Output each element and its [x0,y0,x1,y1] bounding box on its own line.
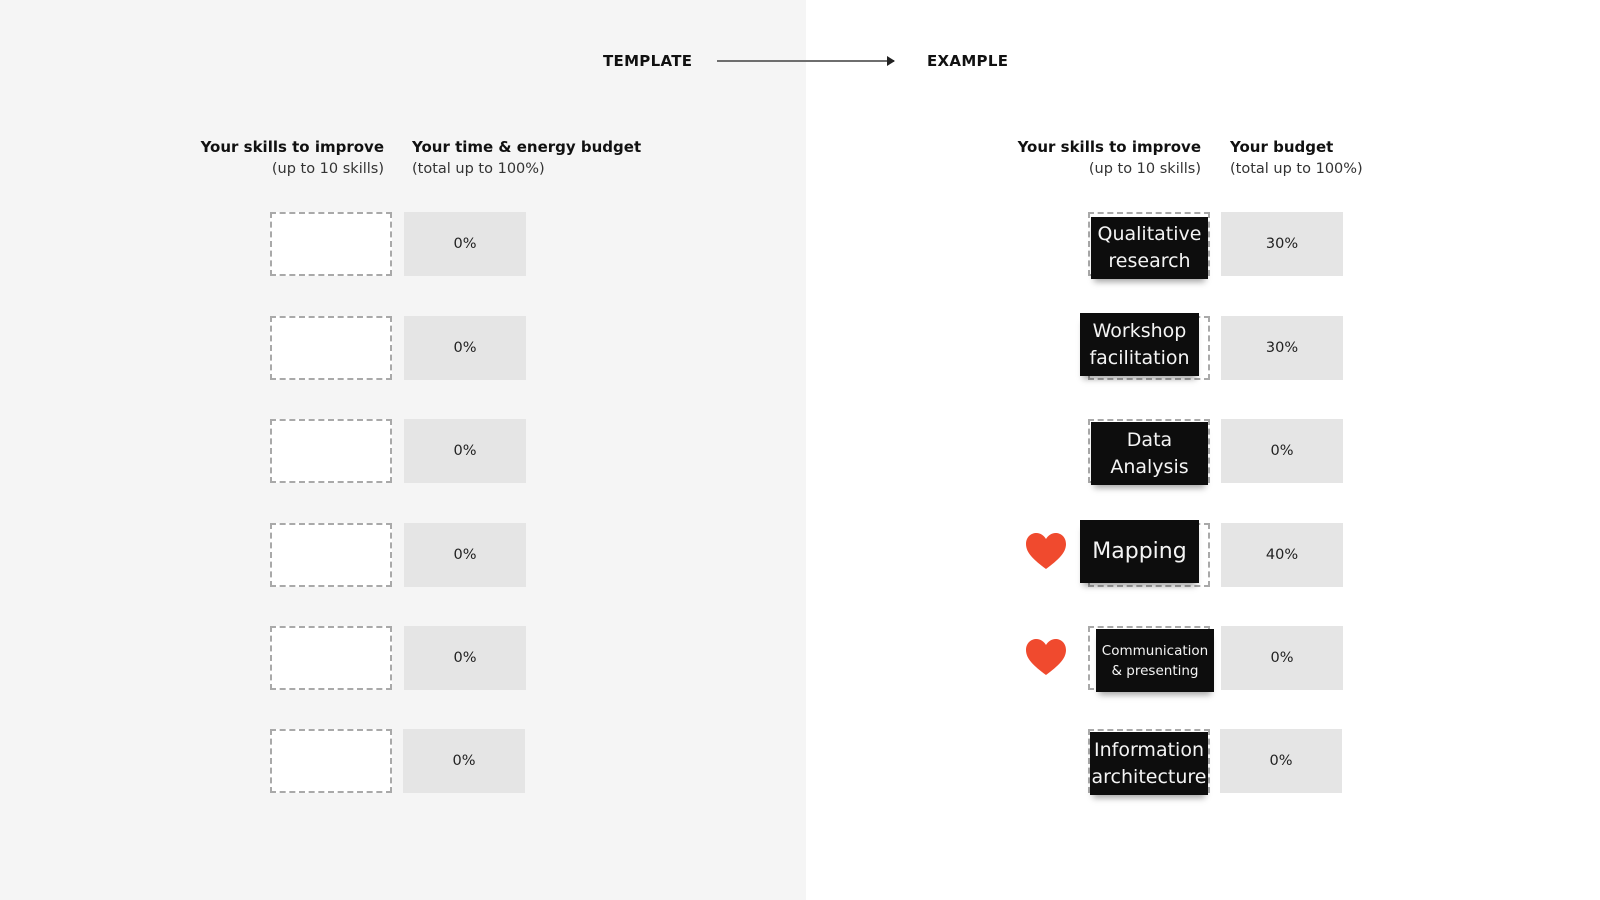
example-budget-box[interactable]: 30% [1221,212,1343,276]
example-skills-header [990,136,1201,180]
template-skill-slot[interactable] [270,523,392,587]
skill-label-line2: research [1108,250,1191,272]
skill-sticky-note[interactable] [1096,629,1214,692]
skill-label-line1: Workshop [1092,319,1187,342]
template-skill-slot[interactable] [270,729,392,793]
template-skill-slot[interactable] [270,626,392,690]
template-budget-box[interactable]: 0% [404,419,526,483]
skill-label-line1: Mapping [1092,539,1187,564]
skills-subheading: (up to 10 skills) [1088,161,1201,177]
example-title: EXAMPLE [927,52,1009,70]
skill-sticky-note[interactable] [1091,217,1208,279]
skill-label-line1: Information [1094,738,1204,761]
example-budget-box[interactable]: 0% [1221,626,1343,690]
example-budget-box[interactable]: 40% [1221,523,1343,587]
skill-label-line2: architecture [1091,765,1207,788]
skill-sticky-note[interactable] [1091,422,1208,485]
template-budget-box[interactable]: 0% [404,316,526,380]
skill-label-line1: Communication [1101,642,1209,659]
template-budget-box[interactable]: 0% [403,729,525,793]
skill-label-line1: Data [1126,428,1173,451]
skill-label-line2: Analysis [1110,455,1189,478]
skills-subheading: (up to 10 skills) [271,161,384,177]
budget-subheading: (total up to 100%) [1230,161,1363,177]
heart-icon [1024,531,1068,571]
budget-heading: Your budget [1230,138,1334,156]
template-budget-box[interactable]: 0% [404,523,526,587]
example-budget-box[interactable]: 0% [1221,419,1343,483]
skill-label-line2: & presenting [1111,662,1199,679]
template-skill-slot[interactable] [270,419,392,483]
skills-heading: Your skills to improve [200,138,384,156]
skill-sticky-note[interactable] [1090,732,1208,795]
template-budget-box[interactable]: 0% [404,626,526,690]
heart-icon [1024,637,1068,677]
skills-heading: Your skills to improve [1017,138,1201,156]
example-budget-header [1230,136,1363,180]
template-skill-slot[interactable] [270,316,392,380]
budget-subheading: (total up to 100%) [412,161,545,177]
skill-sticky-note[interactable] [1080,520,1199,583]
template-skills-header [180,136,384,180]
budget-heading: Your time & energy budget [412,138,642,156]
arrow-right-icon [717,60,894,62]
template-title: TEMPLATE [603,52,693,70]
skill-label-line2: facilitation [1089,346,1190,369]
template-skill-slot[interactable] [270,212,392,276]
arrow-head-icon [887,56,895,66]
skill-sticky-note[interactable] [1080,313,1199,376]
template-budget-box[interactable]: 0% [404,212,526,276]
template-budget-header [412,136,641,180]
example-budget-box[interactable]: 30% [1221,316,1343,380]
skill-label-line1: Qualitative [1097,223,1202,245]
example-budget-box[interactable]: 0% [1220,729,1342,793]
